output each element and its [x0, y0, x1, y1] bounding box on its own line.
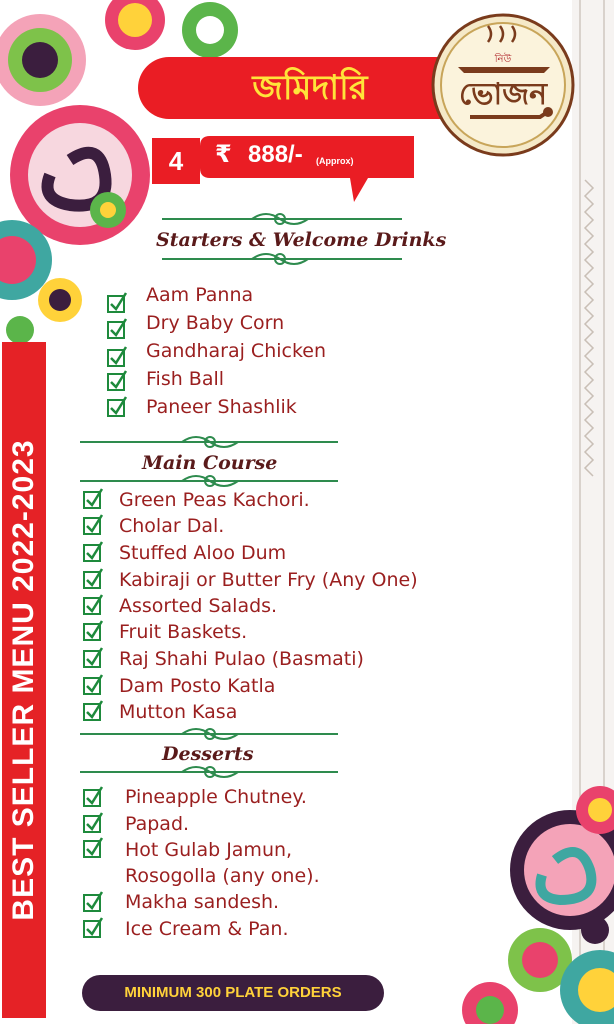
menu-item: Ice Cream & Pan. — [125, 918, 289, 940]
price-amount: 888/- — [248, 141, 303, 168]
section-title-desserts: Desserts — [162, 743, 254, 765]
menu-item: Assorted Salads. — [119, 595, 278, 617]
check-icon — [107, 373, 125, 391]
price-bubble — [200, 130, 420, 206]
menu-item: Gandharaj Chicken — [146, 340, 327, 362]
price-note: (Approx) — [316, 156, 354, 166]
check-icon — [83, 894, 101, 912]
restaurant-logo — [430, 12, 576, 158]
check-icon — [107, 321, 125, 339]
logo-small-text: নিউ — [494, 54, 512, 65]
menu-item: Cholar Dal. — [119, 515, 225, 537]
menu-item: Raj Shahi Pulao (Basmati) — [119, 648, 364, 670]
menu-item: Dry Baby Corn — [146, 312, 285, 334]
minimum-order-badge: MINIMUM 300 PLATE ORDERS — [82, 975, 384, 1011]
check-icon — [83, 815, 101, 833]
menu-item: Fish Ball — [146, 368, 225, 390]
menu-title: জমিদারি — [252, 68, 368, 108]
check-icon — [83, 597, 101, 615]
side-banner-text: BEST SELLER MENU 2022-2023 — [7, 439, 40, 921]
section-title-starters: Starters & Welcome Drinks — [156, 229, 447, 251]
menu-item: Mutton Kasa — [119, 701, 238, 723]
logo-main-text: ভোজন — [459, 77, 547, 112]
flourish-ornament — [180, 765, 240, 779]
section-title-main-course: Main Course — [142, 452, 278, 474]
check-icon — [83, 571, 101, 589]
menu-item: Stuffed Aloo Dum — [119, 542, 287, 564]
check-icon — [83, 703, 101, 721]
check-icon — [83, 544, 101, 562]
menu-item: Aam Panna — [146, 284, 254, 306]
flourish-ornament — [180, 727, 240, 741]
check-icon — [83, 789, 101, 807]
currency-symbol: ₹ — [215, 140, 232, 168]
check-icon — [83, 920, 101, 938]
menu-item: Papad. — [125, 813, 190, 835]
menu-item: Green Peas Kachori. — [119, 489, 310, 511]
flourish-ornament — [250, 252, 310, 266]
check-icon — [83, 840, 101, 858]
serving-count: 4 — [152, 138, 200, 184]
menu-item: Pineapple Chutney. — [125, 786, 307, 808]
flourish-ornament — [180, 474, 240, 488]
menu-item: Dam Posto Katla — [119, 675, 276, 697]
menu-item: Kabiraji or Butter Fry (Any One) — [119, 569, 418, 591]
check-icon — [83, 677, 101, 695]
check-icon — [83, 517, 101, 535]
check-icon — [83, 650, 101, 668]
flourish-ornament — [250, 212, 310, 226]
check-icon — [107, 295, 125, 313]
menu-item: Paneer Shashlik — [146, 396, 297, 418]
check-icon — [107, 349, 125, 367]
menu-item: Makha sandesh. — [125, 891, 280, 913]
menu-item: Fruit Baskets. — [119, 621, 248, 643]
check-icon — [83, 491, 101, 509]
menu-item: Rosogolla (any one). — [125, 865, 320, 887]
check-icon — [107, 399, 125, 417]
check-icon — [83, 623, 101, 641]
flourish-ornament — [180, 435, 240, 449]
menu-item: Hot Gulab Jamun, — [125, 839, 293, 861]
